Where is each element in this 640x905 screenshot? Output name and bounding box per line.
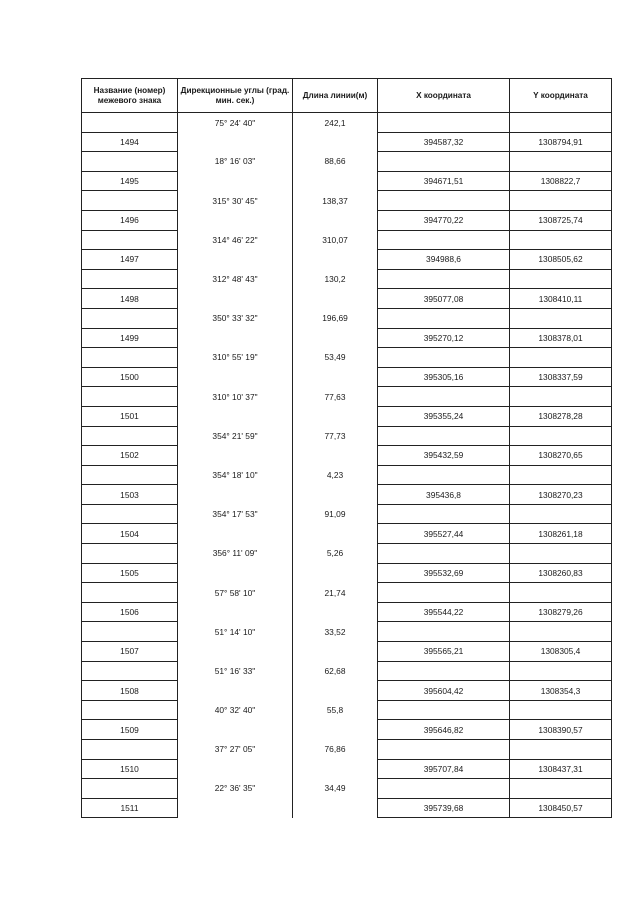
cell-empty <box>378 152 510 172</box>
cell-mark-name: 1503 <box>82 485 178 505</box>
cell-y-coordinate: 1308337,59 <box>510 367 612 387</box>
cell-bearing: 310° 55' 19" <box>178 348 293 368</box>
cell-length: 77,63 <box>293 387 378 407</box>
table-row <box>82 661 612 681</box>
cell-length: 310,07 <box>293 230 378 250</box>
cell-empty <box>178 446 293 466</box>
table-row <box>82 485 612 505</box>
table-row <box>82 406 612 426</box>
cell-empty <box>178 681 293 701</box>
cell-bearing: 37° 27' 05" <box>178 740 293 760</box>
cell-empty <box>293 563 378 583</box>
cell-length: 138,37 <box>293 191 378 211</box>
cell-empty <box>510 622 612 642</box>
cell-empty <box>510 387 612 407</box>
cell-empty <box>82 230 178 250</box>
cell-empty <box>82 661 178 681</box>
cell-empty <box>510 308 612 328</box>
cell-y-coordinate: 1308794,91 <box>510 132 612 152</box>
cell-bearing: 22° 36' 35" <box>178 779 293 799</box>
cell-x-coordinate: 395432,59 <box>378 446 510 466</box>
cell-x-coordinate: 395527,44 <box>378 524 510 544</box>
cell-bearing: 40° 32' 40" <box>178 700 293 720</box>
cell-mark-name: 1507 <box>82 642 178 662</box>
cell-empty <box>293 720 378 740</box>
cell-empty <box>293 446 378 466</box>
cell-x-coordinate: 395544,22 <box>378 602 510 622</box>
table-row <box>82 681 612 701</box>
cell-bearing: 18° 16' 03" <box>178 152 293 172</box>
cell-mark-name: 1509 <box>82 720 178 740</box>
table-row <box>82 700 612 720</box>
cell-y-coordinate: 1308260,83 <box>510 563 612 583</box>
cell-empty <box>178 563 293 583</box>
cell-empty <box>510 113 612 133</box>
cell-empty <box>378 779 510 799</box>
table-row <box>82 524 612 544</box>
table-body <box>82 113 612 818</box>
cell-empty <box>510 426 612 446</box>
cell-x-coordinate: 395565,21 <box>378 642 510 662</box>
header-x-coordinate: X координата <box>378 79 510 113</box>
cell-empty <box>510 661 612 681</box>
cell-y-coordinate: 1308278,28 <box>510 406 612 426</box>
table-row <box>82 113 612 133</box>
cell-mark-name: 1498 <box>82 289 178 309</box>
cell-empty <box>293 759 378 779</box>
cell-empty <box>293 250 378 270</box>
cell-empty <box>82 191 178 211</box>
cell-y-coordinate: 1308410,11 <box>510 289 612 309</box>
cell-empty <box>510 348 612 368</box>
cell-empty <box>178 642 293 662</box>
cell-mark-name: 1500 <box>82 367 178 387</box>
cell-empty <box>510 700 612 720</box>
table-row <box>82 426 612 446</box>
cell-length: 5,26 <box>293 544 378 564</box>
cell-empty <box>378 113 510 133</box>
cell-empty <box>378 465 510 485</box>
header-mark-name: Название (номер) межевого знака <box>82 79 178 113</box>
cell-bearing: 310° 10' 37" <box>178 387 293 407</box>
table-row <box>82 602 612 622</box>
table-row <box>82 289 612 309</box>
cell-empty <box>510 465 612 485</box>
cell-length: 196,69 <box>293 308 378 328</box>
cell-mark-name: 1504 <box>82 524 178 544</box>
cell-empty <box>82 779 178 799</box>
table-row <box>82 328 612 348</box>
cell-x-coordinate: 394988,6 <box>378 250 510 270</box>
cell-empty <box>82 113 178 133</box>
cell-empty <box>378 583 510 603</box>
cell-y-coordinate: 1308505,62 <box>510 250 612 270</box>
cell-length: 242,1 <box>293 113 378 133</box>
cell-length: 34,49 <box>293 779 378 799</box>
cell-empty <box>378 700 510 720</box>
cell-empty <box>510 152 612 172</box>
table-row <box>82 210 612 230</box>
cell-x-coordinate: 395270,12 <box>378 328 510 348</box>
cell-empty <box>178 759 293 779</box>
cell-x-coordinate: 395436,8 <box>378 485 510 505</box>
cell-empty <box>293 289 378 309</box>
cell-x-coordinate: 394587,32 <box>378 132 510 152</box>
cell-empty <box>378 544 510 564</box>
cell-bearing: 314° 46' 22" <box>178 230 293 250</box>
cell-empty <box>178 289 293 309</box>
cell-length: 91,09 <box>293 504 378 524</box>
cell-empty <box>178 798 293 818</box>
cell-empty <box>293 642 378 662</box>
cell-y-coordinate: 1308270,23 <box>510 485 612 505</box>
cell-length: 77,73 <box>293 426 378 446</box>
cell-y-coordinate: 1308390,57 <box>510 720 612 740</box>
cell-bearing: 354° 17' 53" <box>178 504 293 524</box>
cell-y-coordinate: 1308725,74 <box>510 210 612 230</box>
cell-empty <box>293 602 378 622</box>
table-row <box>82 504 612 524</box>
cell-y-coordinate: 1308305,4 <box>510 642 612 662</box>
table-row <box>82 269 612 289</box>
cell-mark-name: 1508 <box>82 681 178 701</box>
cell-mark-name: 1501 <box>82 406 178 426</box>
cell-bearing: 57° 58' 10" <box>178 583 293 603</box>
cell-empty <box>82 387 178 407</box>
cell-x-coordinate: 395077,08 <box>378 289 510 309</box>
cell-bearing: 315° 30' 45" <box>178 191 293 211</box>
cell-empty <box>378 269 510 289</box>
table-row <box>82 465 612 485</box>
cell-empty <box>510 583 612 603</box>
cell-x-coordinate: 395532,69 <box>378 563 510 583</box>
cell-x-coordinate: 395355,24 <box>378 406 510 426</box>
table-row <box>82 583 612 603</box>
cell-empty <box>510 191 612 211</box>
cell-empty <box>293 132 378 152</box>
cell-empty <box>378 622 510 642</box>
cell-empty <box>82 426 178 446</box>
cell-empty <box>510 544 612 564</box>
table-row <box>82 230 612 250</box>
cell-y-coordinate: 1308279,26 <box>510 602 612 622</box>
table-row <box>82 720 612 740</box>
cell-empty <box>293 406 378 426</box>
cell-mark-name: 1497 <box>82 250 178 270</box>
table-row <box>82 367 612 387</box>
cell-x-coordinate: 395739,68 <box>378 798 510 818</box>
table-row <box>82 152 612 172</box>
cell-empty <box>510 230 612 250</box>
cell-length: 55,8 <box>293 700 378 720</box>
cell-empty <box>378 191 510 211</box>
cell-empty <box>82 504 178 524</box>
cell-y-coordinate: 1308822,7 <box>510 171 612 191</box>
cell-empty <box>510 779 612 799</box>
cell-empty <box>178 602 293 622</box>
cell-empty <box>378 426 510 446</box>
cell-x-coordinate: 395707,84 <box>378 759 510 779</box>
cell-empty <box>82 622 178 642</box>
cell-empty <box>293 210 378 230</box>
table-row <box>82 759 612 779</box>
header-bearing: Дирекционные углы (град. мин. сек.) <box>178 79 293 113</box>
table-row <box>82 779 612 799</box>
table-row <box>82 740 612 760</box>
header-y-coordinate: Y координата <box>510 79 612 113</box>
cell-y-coordinate: 1308437,31 <box>510 759 612 779</box>
cell-mark-name: 1506 <box>82 602 178 622</box>
table-row <box>82 191 612 211</box>
cell-bearing: 356° 11' 09" <box>178 544 293 564</box>
cell-bearing: 354° 18' 10" <box>178 465 293 485</box>
cell-x-coordinate: 395646,82 <box>378 720 510 740</box>
cell-empty <box>178 171 293 191</box>
cell-x-coordinate: 395604,42 <box>378 681 510 701</box>
cell-mark-name: 1496 <box>82 210 178 230</box>
table-row <box>82 132 612 152</box>
cell-empty <box>82 583 178 603</box>
cell-x-coordinate: 394770,22 <box>378 210 510 230</box>
cell-y-coordinate: 1308378,01 <box>510 328 612 348</box>
cell-empty <box>378 740 510 760</box>
cell-length: 21,74 <box>293 583 378 603</box>
cell-bearing: 51° 16' 33" <box>178 661 293 681</box>
table-row <box>82 642 612 662</box>
cell-length: 130,2 <box>293 269 378 289</box>
cell-empty <box>378 348 510 368</box>
cell-empty <box>82 740 178 760</box>
cell-empty <box>178 250 293 270</box>
cell-bearing: 312° 48' 43" <box>178 269 293 289</box>
cell-empty <box>178 406 293 426</box>
cell-empty <box>178 720 293 740</box>
cell-empty <box>293 524 378 544</box>
cell-empty <box>378 504 510 524</box>
cell-empty <box>178 485 293 505</box>
cell-y-coordinate: 1308261,18 <box>510 524 612 544</box>
table-row <box>82 563 612 583</box>
cell-empty <box>82 348 178 368</box>
cell-bearing: 75° 24' 40" <box>178 113 293 133</box>
cell-empty <box>82 152 178 172</box>
table-row <box>82 171 612 191</box>
table-row <box>82 798 612 818</box>
table-row <box>82 387 612 407</box>
cell-empty <box>293 367 378 387</box>
boundary-coordinates-table <box>81 78 612 818</box>
cell-length: 4,23 <box>293 465 378 485</box>
cell-empty <box>82 308 178 328</box>
cell-empty <box>178 367 293 387</box>
cell-empty <box>378 230 510 250</box>
header-line-length: Длина линии(м) <box>293 79 378 113</box>
table-header-row <box>82 79 612 113</box>
cell-bearing: 354° 21' 59" <box>178 426 293 446</box>
cell-mark-name: 1511 <box>82 798 178 818</box>
cell-y-coordinate: 1308450,57 <box>510 798 612 818</box>
cell-x-coordinate: 395305,16 <box>378 367 510 387</box>
table-row <box>82 348 612 368</box>
cell-y-coordinate: 1308354,3 <box>510 681 612 701</box>
cell-bearing: 350° 33' 32" <box>178 308 293 328</box>
cell-empty <box>510 269 612 289</box>
cell-empty <box>378 661 510 681</box>
cell-empty <box>293 681 378 701</box>
cell-empty <box>510 740 612 760</box>
cell-empty <box>293 328 378 348</box>
cell-length: 88,66 <box>293 152 378 172</box>
cell-mark-name: 1494 <box>82 132 178 152</box>
cell-empty <box>293 798 378 818</box>
cell-empty <box>293 485 378 505</box>
cell-mark-name: 1510 <box>82 759 178 779</box>
cell-empty <box>510 504 612 524</box>
cell-length: 62,68 <box>293 661 378 681</box>
cell-mark-name: 1495 <box>82 171 178 191</box>
table-row <box>82 446 612 466</box>
cell-empty <box>82 544 178 564</box>
cell-empty <box>178 524 293 544</box>
cell-length: 76,86 <box>293 740 378 760</box>
cell-mark-name: 1499 <box>82 328 178 348</box>
table-row <box>82 308 612 328</box>
table-row <box>82 544 612 564</box>
cell-empty <box>82 269 178 289</box>
cell-empty <box>378 387 510 407</box>
cell-empty <box>378 308 510 328</box>
cell-mark-name: 1502 <box>82 446 178 466</box>
cell-length: 53,49 <box>293 348 378 368</box>
table-row <box>82 250 612 270</box>
cell-x-coordinate: 394671,51 <box>378 171 510 191</box>
cell-empty <box>178 210 293 230</box>
cell-empty <box>82 700 178 720</box>
cell-empty <box>178 328 293 348</box>
cell-empty <box>178 132 293 152</box>
cell-mark-name: 1505 <box>82 563 178 583</box>
cell-bearing: 51° 14' 10" <box>178 622 293 642</box>
cell-length: 33,52 <box>293 622 378 642</box>
cell-empty <box>293 171 378 191</box>
cell-empty <box>82 465 178 485</box>
cell-y-coordinate: 1308270,65 <box>510 446 612 466</box>
table-row <box>82 622 612 642</box>
